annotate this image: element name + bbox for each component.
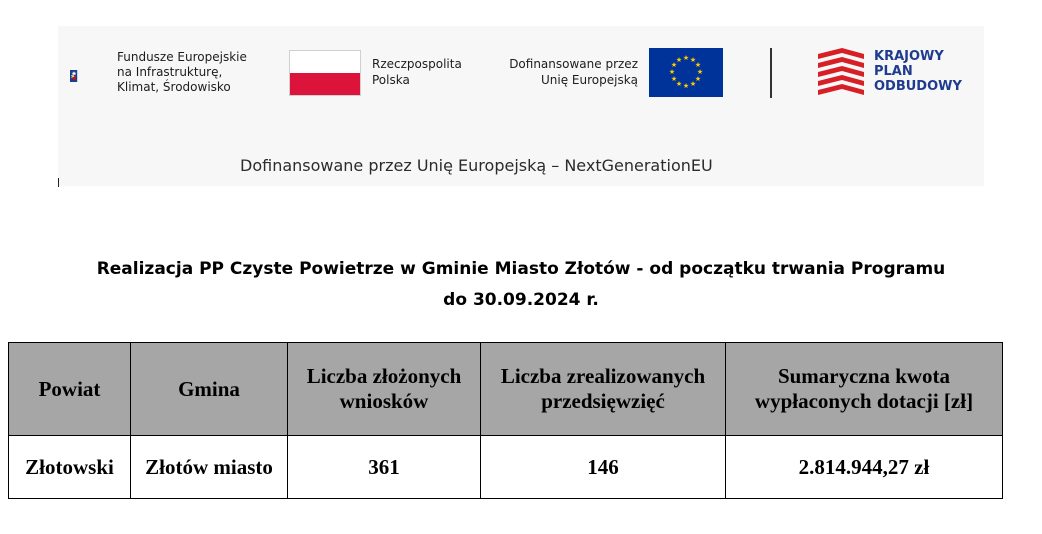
divider-tick [58,178,59,187]
header-powiat: Powiat [9,343,131,436]
cell-powiat: Złotowski [9,436,131,499]
table-header-row [9,343,1003,436]
svg-text:★: ★ [696,68,704,76]
ue-line-2: Unię Europejską [540,73,638,87]
ue-line-1: Dofinansowane przez [509,57,638,71]
rp-line-2: Polska [372,73,410,87]
svg-text:★: ★ [689,56,697,64]
fe-line-2: na Infrastrukturę, [117,65,223,79]
svg-text:★: ★ [682,82,690,90]
polish-flag-icon [289,50,361,96]
header-applications: Liczba złożonych wniosków [288,343,481,436]
svg-text:★: ★ [675,80,683,88]
fe-line-3: Klimat, Środowisko [117,80,231,94]
svg-text:★: ★ [694,61,702,69]
cell-gmina: Złotów miasto [131,436,288,499]
svg-text:★: ★ [675,56,683,64]
fundusze-europejskie-text [117,50,277,95]
rp-line-1: Rzeczpospolita [372,57,462,71]
kpo-line-2: PLAN [874,64,913,79]
logo-row [0,46,1042,106]
fe-line-1: Fundusze Europejskie [117,50,247,64]
program-results-table [8,342,1003,499]
table-row [9,436,1003,499]
logo-separator [770,48,772,98]
svg-text:★: ★ [670,75,678,83]
fundusze-europejskie-logo-icon [70,46,110,106]
title-line-2: do 30.09.2024 r. [443,290,599,310]
svg-text:★: ★ [694,75,702,83]
rzeczpospolita-text [372,56,462,88]
cell-total-amount: 2.814.944,27 zł [726,436,1003,499]
kpo-text [874,49,962,94]
document-title [0,254,1042,316]
kpo-line-3: ODBUDOWY [874,79,962,94]
title-line-1: Realizacja PP Czyste Powietrze w Gminie Miasto Złotów - od początku trwania Programu [96,259,946,279]
header-completed: Liczba zrealizowanych przedsięwzięć [481,343,726,436]
svg-text:★: ★ [670,61,678,69]
svg-text:★: ★ [682,54,690,62]
eu-flag-icon [649,48,723,97]
svg-text:★: ★ [689,80,697,88]
cell-completed: 146 [481,436,726,499]
banner-caption: Dofinansowane przez Unię Europejską – NextGenerationEU [240,156,713,175]
eu-cofinancing-text [500,56,638,88]
header-gmina: Gmina [131,343,288,436]
cell-applications: 361 [288,436,481,499]
kpo-logo-icon [818,48,864,96]
svg-text:★: ★ [668,68,676,76]
header-total-amount: Sumaryczna kwota wypłaconych dotacji [zł] [726,343,1003,436]
kpo-line-1: KRAJOWY [874,49,944,64]
